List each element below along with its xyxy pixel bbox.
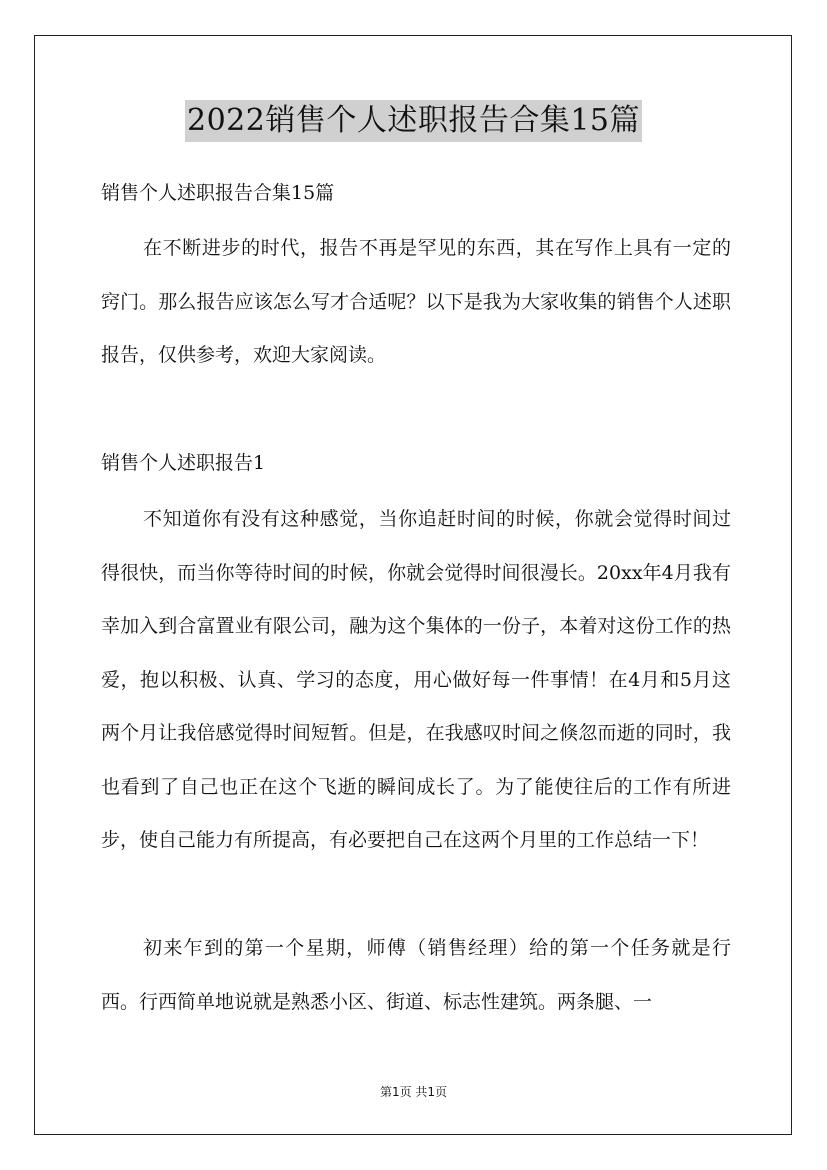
page-footer: 第1页 共1页 (379, 1085, 448, 1099)
document-subtitle: 销售个人述职报告合集15篇 (101, 182, 335, 204)
body-paragraph: 不知道你有没有这种感觉，当你追赶时间的时候，你就会觉得时间过得很快，而当你等待时间的时候，你就会觉得时间很漫长。20xx年4月我有幸加入到合富置业有限公司，融为这个集体的一份子，本着对这份工作的热爱，抱以积极、认真、学习的态度，用心做好每一件事情！在4月和5月这两个月让我倍感觉得时间短暂。但是，在我感叹时间之倏忽而逝的同时，我也看到了自己也正在这个飞逝的瞬间成长了。为了能使往后的工作有所进步，使自己能力有所提高，有必要把自己在这两个月里的工作总结一下！ (101, 508, 731, 851)
body-paragraph: 初来乍到的第一个星期，师傅（销售经理）给的第一个任务就是行西。行西简单地说就是熟悉小区、街道、标志性建筑。两条腿、一 (101, 937, 731, 1013)
document-title: 2022销售个人述职报告合集15篇 (185, 100, 642, 142)
intro-paragraph: 在不断进步的时代，报告不再是罕见的东西，其在写作上具有一定的窍门。那么报告应该怎么写才合适呢？以下是我为大家收集的销售个人述职报告，仅供参考，欢迎大家阅读。 (101, 237, 731, 366)
section-heading: 销售个人述职报告1 (101, 452, 266, 474)
title-container (0, 100, 827, 142)
